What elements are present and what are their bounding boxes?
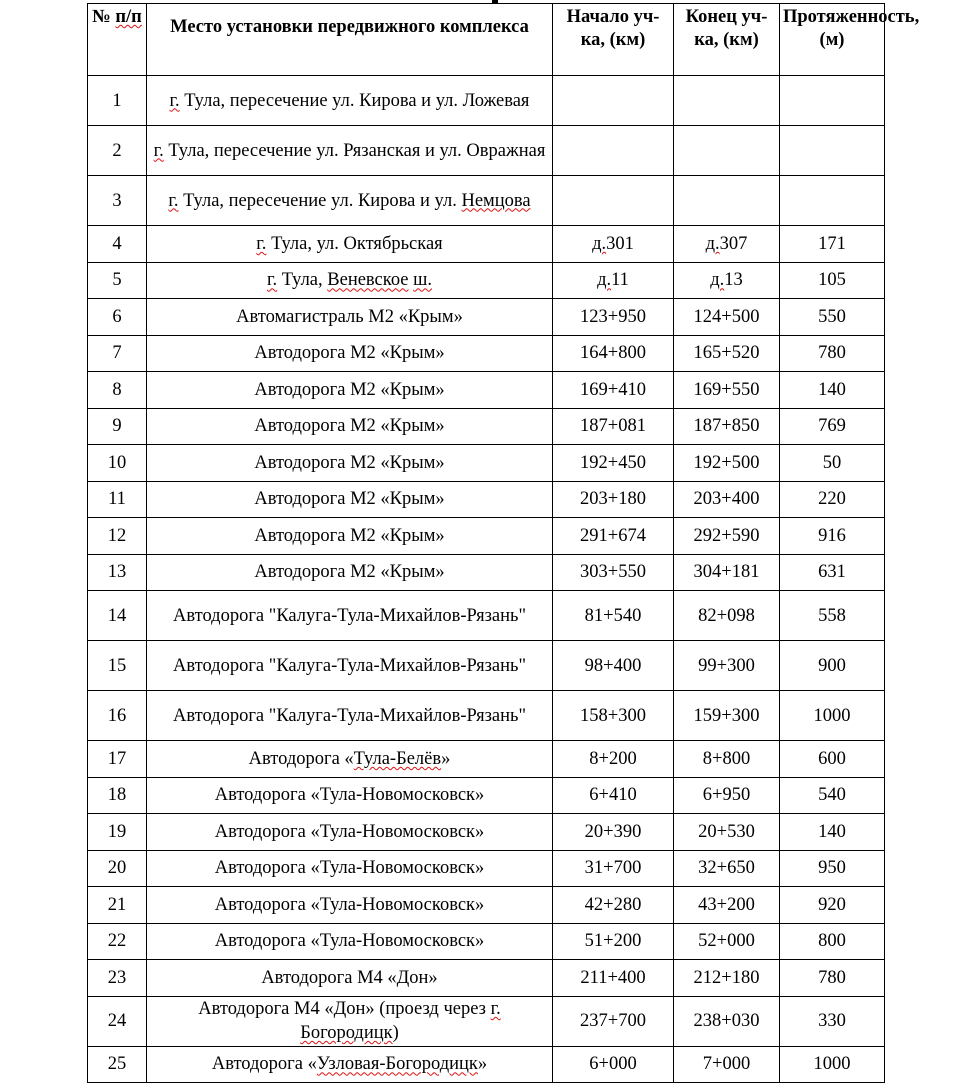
cell-place: Автодорога "Калуга-Тула-Михайлов-Рязань": [147, 691, 553, 741]
cell-place: Автодорога "Калуга-Тула-Михайлов-Рязань": [147, 641, 553, 691]
cell-num: 13: [88, 554, 147, 591]
cell-start: 6+410: [553, 777, 674, 814]
cell-start: 8+200: [553, 741, 674, 778]
table-row: [88, 741, 885, 778]
cell-length: 50: [780, 445, 885, 482]
cell-end: 99+300: [674, 641, 780, 691]
cell-end: 165+520: [674, 335, 780, 372]
cell-length: 780: [780, 335, 885, 372]
cell-length: 916: [780, 518, 885, 555]
table-row: [88, 126, 885, 176]
cell-start: 291+674: [553, 518, 674, 555]
cell-num: 24: [88, 996, 147, 1046]
cell-start: 303+550: [553, 554, 674, 591]
cell-start: 6+000: [553, 1046, 674, 1083]
cell-start: [553, 76, 674, 126]
cell-start: 158+300: [553, 691, 674, 741]
cell-place: г. Тула, пересечение ул. Рязанская и ул. Овражная: [147, 126, 553, 176]
cell-place: Автодорога «Тула-Белёв»: [147, 741, 553, 778]
cell-length: 540: [780, 777, 885, 814]
table-row: [88, 960, 885, 997]
table-row: [88, 299, 885, 336]
cell-start: 81+540: [553, 591, 674, 641]
cell-end: 20+530: [674, 814, 780, 851]
cell-end: 169+550: [674, 372, 780, 409]
cell-end: 32+650: [674, 850, 780, 887]
cell-start: 31+700: [553, 850, 674, 887]
cell-start: 123+950: [553, 299, 674, 336]
cell-place: Автодорога М2 «Крым»: [147, 518, 553, 555]
cell-start: д.11: [553, 262, 674, 299]
table-row: [88, 226, 885, 263]
cell-num: 21: [88, 887, 147, 924]
cell-end: 212+180: [674, 960, 780, 997]
cell-num: 9: [88, 408, 147, 445]
cell-start: [553, 176, 674, 226]
cell-end: 203+400: [674, 481, 780, 518]
cell-place: Автодорога М2 «Крым»: [147, 408, 553, 445]
cell-num: 10: [88, 445, 147, 482]
table-row: [88, 641, 885, 691]
cell-place: г. Тула, пересечение ул. Кирова и ул. Ложевая: [147, 76, 553, 126]
cell-place: Автодорога «Тула-Новомосковск»: [147, 923, 553, 960]
cell-place: Автодорога М2 «Крым»: [147, 445, 553, 482]
cell-end: 159+300: [674, 691, 780, 741]
cell-length: 558: [780, 591, 885, 641]
cell-place: Автодорога М4 «Дон»: [147, 960, 553, 997]
table-row: [88, 923, 885, 960]
table-row: [88, 691, 885, 741]
cell-place: Автодорога «Тула-Новомосковск»: [147, 777, 553, 814]
cell-length: [780, 126, 885, 176]
cell-end: 304+181: [674, 554, 780, 591]
cell-start: 169+410: [553, 372, 674, 409]
cell-place: Автодорога М4 «Дон» (проезд через г. Богородицк): [147, 996, 553, 1046]
cell-start: [553, 126, 674, 176]
cell-num: 4: [88, 226, 147, 263]
table-row: [88, 850, 885, 887]
header-length: Протяженность, (м): [780, 4, 885, 76]
table-row: [88, 777, 885, 814]
table-row: [88, 445, 885, 482]
cell-length: 780: [780, 960, 885, 997]
cell-end: [674, 126, 780, 176]
cell-start: 20+390: [553, 814, 674, 851]
cell-length: 769: [780, 408, 885, 445]
cell-num: 1: [88, 76, 147, 126]
table-row: [88, 408, 885, 445]
table-row: [88, 372, 885, 409]
cell-num: 7: [88, 335, 147, 372]
table-row: [88, 591, 885, 641]
cell-end: 82+098: [674, 591, 780, 641]
cell-num: 8: [88, 372, 147, 409]
cell-place: г. Тула, ул. Октябрьская: [147, 226, 553, 263]
table-row: [88, 335, 885, 372]
cell-num: 14: [88, 591, 147, 641]
header-num: № п/п: [88, 4, 147, 76]
cell-place: г. Тула, Веневское ш.: [147, 262, 553, 299]
header-start: Начало уч-ка, (км): [553, 4, 674, 76]
cell-length: [780, 76, 885, 126]
cell-num: 2: [88, 126, 147, 176]
cell-num: 22: [88, 923, 147, 960]
cell-length: 631: [780, 554, 885, 591]
cell-length: 140: [780, 372, 885, 409]
cell-start: д.301: [553, 226, 674, 263]
cell-num: 17: [88, 741, 147, 778]
cell-place: г. Тула, пересечение ул. Кирова и ул. Немцова: [147, 176, 553, 226]
cell-end: 6+950: [674, 777, 780, 814]
cell-length: 900: [780, 641, 885, 691]
cell-place: Автодорога «Тула-Новомосковск»: [147, 850, 553, 887]
cell-length: 220: [780, 481, 885, 518]
header-end: Конец уч-ка, (км): [674, 4, 780, 76]
cell-place: Автодорога "Калуга-Тула-Михайлов-Рязань": [147, 591, 553, 641]
cell-place: Автодорога М2 «Крым»: [147, 372, 553, 409]
cell-start: 203+180: [553, 481, 674, 518]
cell-num: 15: [88, 641, 147, 691]
locations-table: [87, 3, 920, 1083]
cell-end: 124+500: [674, 299, 780, 336]
cell-num: 20: [88, 850, 147, 887]
cell-place: Автодорога «Узловая-Богородицк»: [147, 1046, 553, 1083]
cell-num: 3: [88, 176, 147, 226]
cell-length: 920: [780, 887, 885, 924]
cell-length: 1000: [780, 691, 885, 741]
cell-start: 211+400: [553, 960, 674, 997]
table-body: [88, 76, 885, 1083]
table-row: [88, 996, 885, 1046]
cell-start: 51+200: [553, 923, 674, 960]
cell-place: Автомагистраль М2 «Крым»: [147, 299, 553, 336]
cell-place: Автодорога «Тула-Новомосковск»: [147, 814, 553, 851]
cell-end: д.307: [674, 226, 780, 263]
cell-end: 52+000: [674, 923, 780, 960]
cell-num: 5: [88, 262, 147, 299]
cell-end: 8+800: [674, 741, 780, 778]
cell-num: 19: [88, 814, 147, 851]
cell-end: 292+590: [674, 518, 780, 555]
cell-length: 330: [780, 996, 885, 1046]
header-row: [88, 4, 885, 76]
cell-length: [780, 176, 885, 226]
cell-length: 600: [780, 741, 885, 778]
header-place: Место установки передвижного комплекса: [147, 4, 553, 76]
cell-length: 1000: [780, 1046, 885, 1083]
cell-length: 105: [780, 262, 885, 299]
cell-end: 43+200: [674, 887, 780, 924]
cell-length: 550: [780, 299, 885, 336]
cell-end: 238+030: [674, 996, 780, 1046]
table-row: [88, 887, 885, 924]
cell-num: 12: [88, 518, 147, 555]
cell-num: 11: [88, 481, 147, 518]
cell-start: 164+800: [553, 335, 674, 372]
cell-place: Автодорога М2 «Крым»: [147, 481, 553, 518]
cell-place: Автодорога «Тула-Новомосковск»: [147, 887, 553, 924]
cell-num: 23: [88, 960, 147, 997]
table-row: [88, 1046, 885, 1083]
table-row: [88, 814, 885, 851]
cell-place: Автодорога М2 «Крым»: [147, 335, 553, 372]
cell-num: 6: [88, 299, 147, 336]
cell-length: 800: [780, 923, 885, 960]
cell-length: 950: [780, 850, 885, 887]
table-row: [88, 176, 885, 226]
cell-start: 237+700: [553, 996, 674, 1046]
table-row: [88, 518, 885, 555]
cell-end: [674, 176, 780, 226]
table-row: [88, 76, 885, 126]
cell-start: 98+400: [553, 641, 674, 691]
table-row: [88, 554, 885, 591]
cell-end: [674, 76, 780, 126]
cell-start: 192+450: [553, 445, 674, 482]
cell-length: 140: [780, 814, 885, 851]
cell-place: Автодорога М2 «Крым»: [147, 554, 553, 591]
cell-end: д.13: [674, 262, 780, 299]
cell-end: 187+850: [674, 408, 780, 445]
cell-num: 18: [88, 777, 147, 814]
cell-num: 25: [88, 1046, 147, 1083]
table-row: [88, 262, 885, 299]
cell-length: 171: [780, 226, 885, 263]
cell-end: 7+000: [674, 1046, 780, 1083]
cell-num: 16: [88, 691, 147, 741]
table-row: [88, 481, 885, 518]
cell-start: 187+081: [553, 408, 674, 445]
cell-end: 192+500: [674, 445, 780, 482]
cell-start: 42+280: [553, 887, 674, 924]
